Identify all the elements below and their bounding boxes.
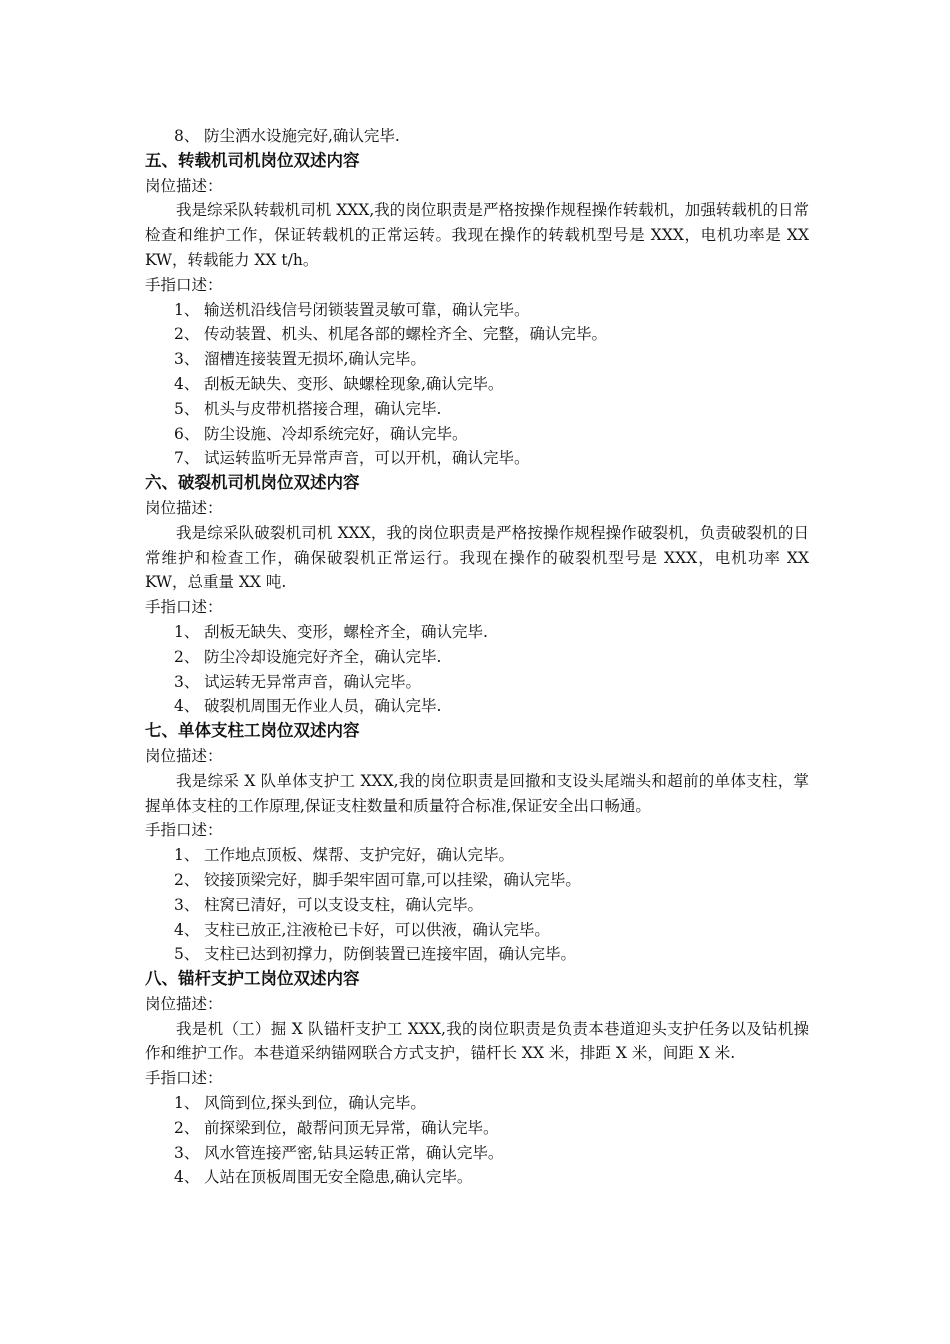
list-item-text: 试运转监听无异常声音，可以开机，确认完毕。 (204, 449, 530, 468)
list-item-number: 1、 (174, 1094, 200, 1113)
description-label: 岗位描述： (145, 176, 223, 195)
list-item (145, 1116, 809, 1141)
list-item-text: 输送机沿线信号闭锁装置灵敏可靠，确认完毕。 (204, 300, 530, 319)
list-item-number: 5、 (174, 945, 200, 964)
description-paragraph: 我是机（工）掘 X 队锚杆支护工 XXX,我的岗位职责是负责本巷道迎头支护任务以及钻机操作和维护工作。本巷道采纳锚网联合方式支护，锚杆长 XX 米，排距 X 米，间距 X 米. (145, 1019, 809, 1063)
list-item-text: 风筒到位,探头到位，确认完毕。 (204, 1094, 426, 1113)
list-item-text: 支柱已放正,注液枪已卡好，可以供液，确认完毕。 (204, 920, 550, 939)
list-item-number: 3、 (174, 1143, 200, 1162)
list-item-text: 工作地点顶板、煤帮、支护完好，确认完毕。 (204, 846, 515, 865)
list-item (145, 893, 809, 918)
list-item-number: 3、 (174, 350, 200, 369)
section-heading: 八、锚杆支护工岗位双述内容 (145, 969, 360, 989)
section-heading: 六、破裂机司机岗位双述内容 (145, 473, 360, 493)
list-item (145, 942, 809, 967)
list-item (145, 1165, 809, 1190)
list-item-text: 试运转无异常声音，确认完毕。 (204, 672, 422, 691)
list-item-text: 风水管连接严密,钻具运转正常，确认完毕。 (204, 1143, 504, 1162)
list-item (145, 843, 809, 868)
list-item-number: 8、 (174, 127, 200, 145)
list-item-number: 5、 (174, 399, 200, 418)
description-label: 岗位描述： (145, 994, 223, 1013)
list-item-number: 2、 (174, 870, 200, 889)
list-item-text: 刮板无缺失、变形，螺栓齐全，确认完毕. (204, 622, 488, 641)
document-content (145, 124, 809, 1190)
list-item-number: 4、 (174, 920, 200, 939)
list-item-number: 4、 (174, 374, 200, 393)
description-label: 岗位描述： (145, 498, 223, 517)
list-item-text: 人站在顶板周围无安全隐患,确认完毕。 (204, 1168, 473, 1187)
checklist-label: 手指口述： (145, 1069, 223, 1088)
list-item (145, 397, 809, 422)
list-item (145, 298, 809, 323)
list-item-number: 4、 (174, 1168, 200, 1187)
list-item-number: 2、 (174, 1118, 200, 1137)
list-item-number: 6、 (174, 424, 200, 443)
list-item (145, 322, 809, 347)
list-item (145, 347, 809, 372)
list-item (145, 446, 809, 471)
list-item-number: 4、 (174, 697, 200, 716)
list-item-number: 2、 (174, 325, 200, 344)
list-item-text: 破裂机周围无作业人员，确认完毕. (204, 697, 442, 716)
list-item (145, 645, 809, 670)
list-item-number: 1、 (174, 622, 200, 641)
list-item-text: 铰接顶梁完好，脚手架牢固可靠,可以挂梁，确认完毕。 (204, 870, 581, 889)
list-item-number: 1、 (174, 846, 200, 865)
checklist-label: 手指口述： (145, 275, 223, 294)
list-item-text: 机头与皮带机搭接合理，确认完毕. (204, 399, 442, 418)
list-item-text: 刮板无缺失、变形、缺螺栓现象,确认完毕。 (204, 374, 504, 393)
list-item-number: 3、 (174, 672, 200, 691)
list-item (145, 620, 809, 645)
list-item-text: 传动装置、机头、机尾各部的螺栓齐全、完整，确认完毕。 (204, 325, 608, 344)
section-heading: 五、转载机司机岗位双述内容 (145, 150, 360, 170)
list-item (145, 372, 809, 397)
description-paragraph: 我是综采队转载机司机 XXX,我的岗位职责是严格按操作规程操作转载机，加强转载机的日常检查和维护工作，保证转载机的正常运转。我现在操作的转载机型号是 XXX，电机功率是 XX KW，转载能力 XX t/h。 (145, 201, 809, 269)
list-item (145, 1141, 809, 1166)
list-item-number: 1、 (174, 300, 200, 319)
list-item-text: 防尘设施、冷却系统完好，确认完毕。 (204, 424, 468, 443)
list-item (145, 868, 809, 893)
list-item-number: 2、 (174, 647, 200, 666)
checklist-label: 手指口述： (145, 821, 223, 840)
list-item (145, 1091, 809, 1116)
description-paragraph: 我是综采队破裂机司机 XXX，我的岗位职责是严格按操作规程操作破裂机，负责破裂机的日常维护和检查工作，确保破裂机正常运行。我现在操作的破裂机型号是 XXX，电机功率 XX KW，总重量 XX 吨. (145, 523, 809, 592)
list-item-text: 防尘冷却设施完好齐全，确认完毕. (204, 647, 442, 666)
description-paragraph: 我是综采 X 队单体支护工 XXX,我的岗位职责是回撤和支设头尾端头和超前的单体支柱，掌握单体支柱的工作原理,保证支柱数量和质量符合标准,保证安全出口畅通。 (145, 771, 809, 815)
list-item-text: 前探梁到位，敲帮问顶无异常，确认完毕。 (204, 1118, 499, 1137)
list-item (145, 918, 809, 943)
list-item-number: 7、 (174, 449, 200, 468)
checklist-label: 手指口述： (145, 598, 223, 617)
list-item (145, 694, 809, 719)
list-item-text: 溜槽连接装置无损坏,确认完毕。 (204, 350, 426, 369)
list-item (145, 670, 809, 695)
description-label: 岗位描述： (145, 746, 223, 765)
list-item (145, 124, 809, 149)
list-item-text: 防尘洒水设施完好,确认完毕. (204, 127, 400, 145)
list-item-text: 支柱已达到初撑力，防倒装置已连接牢固，确认完毕。 (204, 945, 577, 964)
list-item-number: 3、 (174, 895, 200, 914)
section-heading: 七、单体支柱工岗位双述内容 (145, 721, 360, 741)
list-item-text: 柱窝已清好，可以支设支柱，确认完毕。 (204, 895, 484, 914)
list-item (145, 422, 809, 447)
